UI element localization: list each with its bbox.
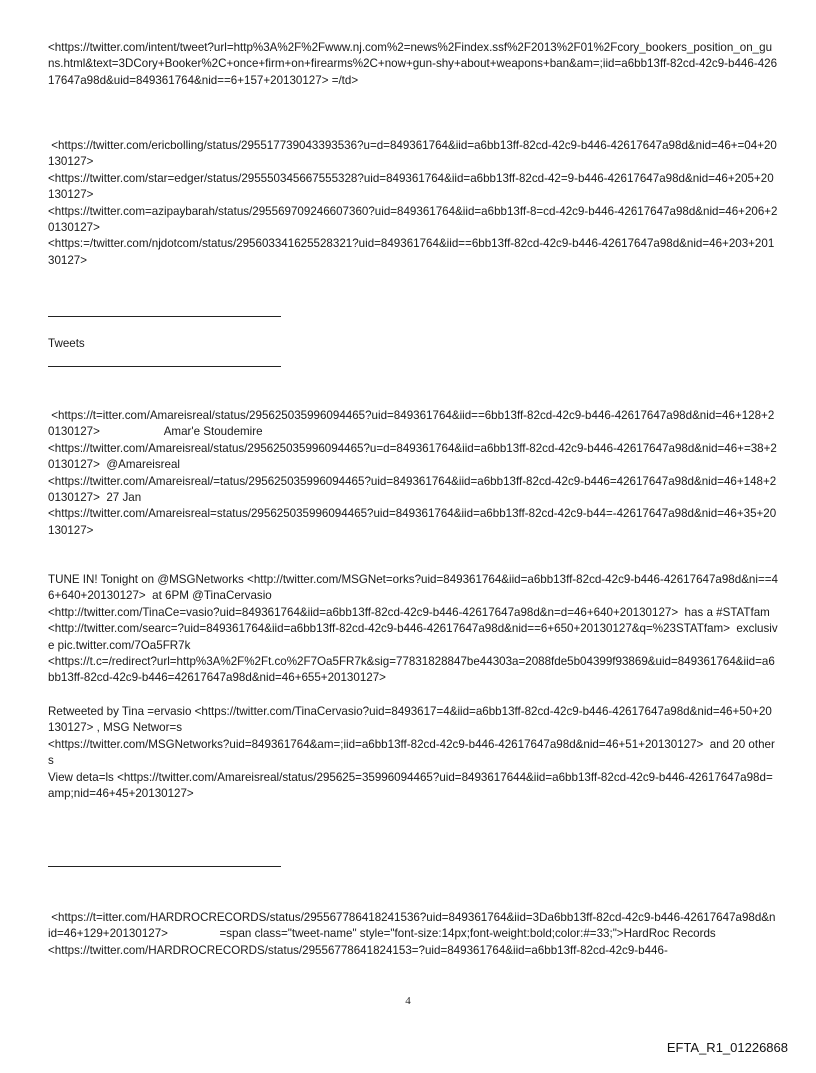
page-number: 4 (405, 995, 411, 1007)
divider-rule (48, 366, 281, 367)
text-block-amare-tweet-header: <https://t=itter.com/Amareisreal/status/295625035996094465?uid=849361764&iid==6bb13ff-82cd-42c9-b446-42617647a98d&nid=46+128+20130127> Amar'e Stoudemire <https://twitter.com/Amareisreal/status/295625035996094465?u=d=849361764&iid=a6bb13ff-82cd-42c9-b446-42617647a98d&nid=46+=38+20130127> @Amareisreal <https://twitter.com/Amareisreal/=tatus/295625035996094465?uid=849361764&iid=a6bb13ff-82cd-42c9-b446=42617647a98d&nid=46+148+20130127> 27 Jan <https://twitter.com/Amareisreal=status/295625035996094465?uid=849361764&iid=a6bb13ff-82cd-42c9-b44=-42617647a98d&nid=46+35+20130127> (48, 409, 777, 537)
document-id-footer: EFTA_R1_01226868 (666, 1040, 788, 1055)
text-block-tweet-body: TUNE IN! Tonight on @MSGNetworks <http://twitter.com/MSGNet=orks?uid=849361764&iid=a6bb13ff-82cd-42c9-b446-42617647a98d&ni==46+640+20130127> at 6PM @TinaCervasio <http://twitter.com/TinaCe=vasio?uid=849361764&iid=a6bb13ff-82cd-42c9-b446-42617647a98d&n=d=46+640+20130127> has a #STATfam <http://twitter.com/searc=?uid=849361764&iid=a6bb13ff-82cd-42c9-b446-42617647a98d&nid==6+650+20130127&q=%23STATfam> exclusive pic.twitter.com/7Oa5FR7k <https://t.c=/redirect?url=http%3A%2F%2Ft.co%2F7Oa5FR7k&sig=77831828847be44303a=2088fde5b04399f93869&uid=849361764&iid=a6bb13ff-82cd-42c9-b446=42617647a98d&nid=46+655+20130127> (48, 573, 778, 685)
text-block-status-links: <https://twitter.com/ericbolling/status/295517739043393536?u=d=849361764&iid=a6bb13ff-82cd-42c9-b446-42617647a98d&nid=46+=04+20130127> <https://twitter.com/star=edger/status/295550345667555328?uid=849361764&iid=a6bb13ff-82cd-42=9-b446-42617647a98d&nid=46+205+20130127> <https://twitter.com=azipaybarah/status/295569709246607360?uid=849361764&iid=a6bb13ff-8=cd-42c9-b446-42617647a98d&nid=46+206+20130127> <https:=/twitter.com/njdotcom/status/295603341625528321?uid=849361764&iid==6bb13ff-82cd-42c9-b446-42617647a98d&nid=46+203+20130127> (48, 139, 778, 267)
text-block-retweeted-by: Retweeted by Tina =ervasio <https://twitter.com/TinaCervasio?uid=8493617=4&iid=a6bb13ff-82cd-42c9-b446-42617647a98d&nid=46+50+20130127> , MSG Networ=s <https://twitter.com/MSGNetworks?uid=849361764&am=;iid=a6bb13ff-82cd-42c9-b446-42617647a98d&nid=46+51+20130127> and 20 others (48, 705, 775, 768)
divider-rule (48, 866, 281, 867)
text-block-hardroc-tweet: <https://t=itter.com/HARDROCRECORDS/status/295567786418241536?uid=849361764&iid=3Da6bb13ff-82cd-42c9-b446-42617647a98d&nid=46+129+20130127> =span class="tweet-name" style="font-size:14px;font-weight:bold;color:#=33;">HardRoc Records <https://twitter.com/HARDROCRECORDS/status/29556778641824153=?uid=849361764&iid=a6bb13ff-82cd-42c9-b446- (48, 911, 776, 957)
section-heading-tweets: Tweets (48, 337, 85, 350)
divider-rule (48, 316, 281, 317)
text-block-view-details: View deta=ls <https://twitter.com/Amareisreal/status/295625=35996094465?uid=8493617644&iid=a6bb13ff-82cd-42c9-b446-42617647a98d=amp;nid=46+45+20130127> (48, 771, 773, 801)
text-block-cory-booker-link: <https://twitter.com/intent/tweet?url=http%3A%2F%2Fwww.nj.com%2=news%2Findex.ssf%2F2013%2F01%2Fcory_bookers_position_on_guns.html&text=3DCory+Booker%2C+once+firm+on+firearms%2C+now+gun-shy+about+weapons+ban&am=;iid=a6bb13ff-82cd-42c9-b446-42617647a98d&uid=849361764&nid==6+157+20130127> =/td> (48, 41, 778, 87)
